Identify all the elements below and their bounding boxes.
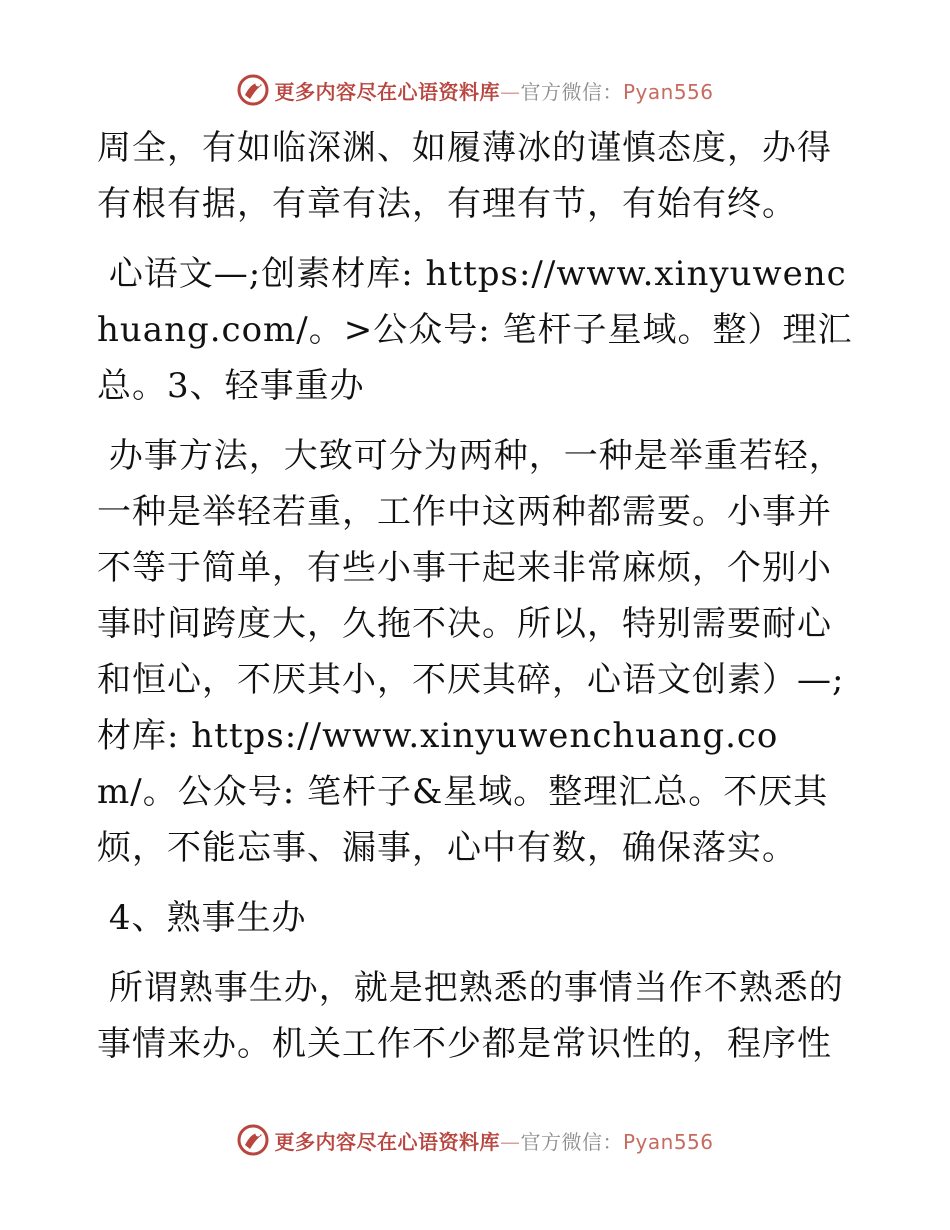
banner-dash: —	[499, 79, 521, 104]
paragraph-3: 办事方法，大致可分为两种，一种是举重若轻，一种是举轻若重，工作中这两种都需要。小事并不等于简单，有些小事干起来非常麻烦，个别小事时间跨度大，久拖不决。所以，特别需要耐心和恒心，不厌其小，不厌其碎，心语文创素）—;材库: https://www.xinyuwenchuang.com/。公众号: 笔杆子&星域。整理汇总。不厌其烦，不能忘事、漏事，心中有数，确保落实。	[97, 436, 845, 868]
brand-logo-icon	[236, 73, 270, 107]
footer-banner	[0, 1120, 950, 1160]
paragraph-1: 周全，有如临深渊、如履薄冰的谨慎态度，办得有根有据，有章有法，有理有节，有始有终。	[97, 128, 832, 224]
banner-main-text: 更多内容尽在心语资料库	[274, 79, 500, 104]
banner-dash: —	[499, 1129, 521, 1154]
paragraph-5: 所谓熟事生办，就是把熟悉的事情当作不熟悉的事情来办。机关工作不少都是常识性的，程序性	[97, 968, 844, 1064]
header-banner	[0, 70, 950, 110]
banner-main-text: 更多内容尽在心语资料库	[274, 1129, 500, 1154]
brand-logo-icon	[236, 1123, 270, 1157]
banner-wechat-id: Pyan556	[622, 1129, 714, 1154]
paragraph-4: 4、熟事生办	[97, 898, 307, 938]
paragraph-2: 心语文—;创素材库: https://www.xinyuwenchuang.com/。>公众号: 笔杆子星域。整）理汇总。3、轻事重办	[97, 254, 853, 406]
document-body	[97, 120, 857, 1072]
banner-wechat-id: Pyan556	[622, 79, 714, 104]
banner-wechat-label: 官方微信：	[520, 1129, 623, 1154]
banner-wechat-label: 官方微信：	[520, 79, 623, 104]
